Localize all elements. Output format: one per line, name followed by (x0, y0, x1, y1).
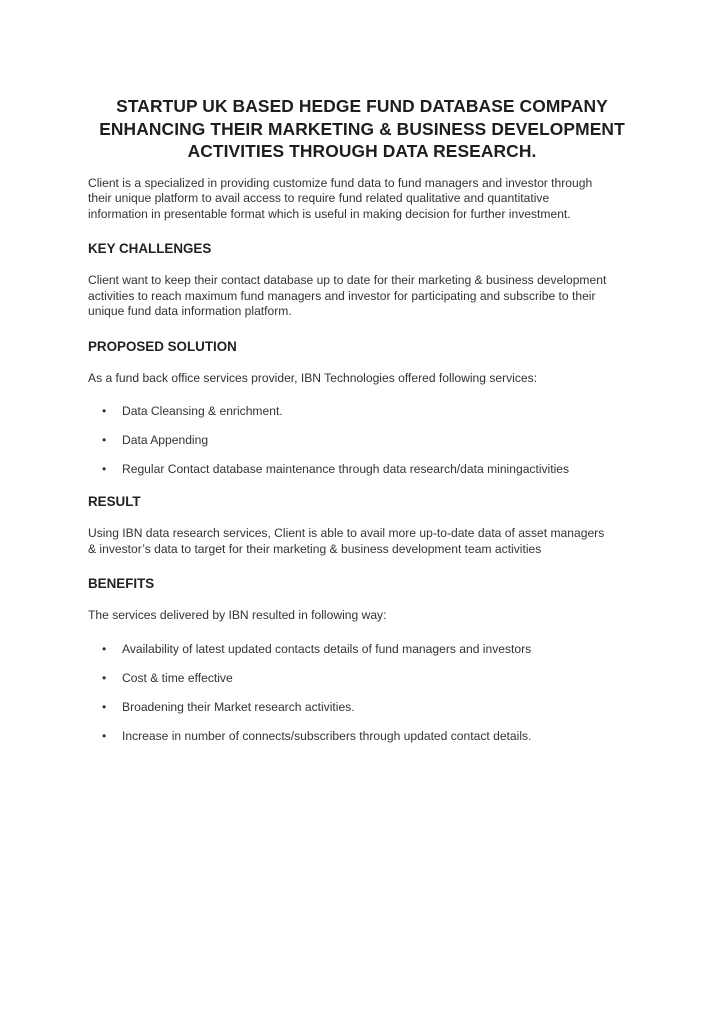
title-line: STARTUP UK BASED HEDGE FUND DATABASE COMPANY (116, 96, 608, 116)
benefits-intro-text: The services delivered by IBN resulted in following way: (88, 608, 387, 622)
list-item (88, 642, 636, 657)
list-item-text: Availability of latest updated contacts details of fund managers and investors (122, 641, 532, 656)
bullet-icon: • (102, 433, 107, 447)
intro-line: their unique platform to avail access to require fund related qualitative and quantitative (88, 191, 550, 205)
bullet-icon: • (102, 728, 107, 743)
list-item-text: Broadening their Market research activities. (122, 699, 355, 714)
key-challenges-paragraph (88, 273, 636, 320)
bullet-icon: • (102, 404, 107, 418)
bullet-icon: • (102, 462, 107, 476)
proposed-solution-heading: PROPOSED SOLUTION (88, 338, 237, 354)
list-item (88, 462, 636, 477)
result-heading: RESULT (88, 494, 141, 509)
proposed-solution-intro (88, 371, 636, 387)
result-line: & investor’s data to target for their marketing & business development team activities (88, 541, 542, 556)
list-item-text: Cost & time effective (122, 670, 233, 685)
intro-line: information in presentable format which is useful in making decision for further investment. (88, 206, 571, 221)
list-item (88, 671, 636, 686)
bullet-icon: • (102, 699, 107, 714)
bullet-icon: • (102, 670, 107, 685)
list-item-text: Increase in number of connects/subscribers through updated contact details. (122, 728, 532, 743)
proposed-solution-intro-text: As a fund back office services provider, IBN Technologies offered following services: (88, 370, 538, 385)
intro-line: Client is a specialized in providing customize fund data to fund managers and investor through (88, 175, 593, 190)
bullet-icon: • (102, 641, 107, 656)
intro-paragraph (88, 176, 636, 223)
title-line: ACTIVITIES THROUGH DATA RESEARCH. (187, 141, 537, 161)
key-challenges-line: activities to reach maximum fund managers and investor for participating and subscribe to their (88, 288, 596, 303)
key-challenges-heading: KEY CHALLENGES (88, 241, 212, 256)
proposed-solution-list (88, 404, 636, 477)
benefits-intro (88, 608, 636, 624)
result-paragraph (88, 526, 636, 557)
list-item (88, 433, 636, 448)
benefits-heading: BENEFITS (88, 576, 155, 591)
benefits-list (88, 642, 636, 744)
list-item (88, 404, 636, 419)
list-item-text: Data Appending (122, 433, 209, 447)
list-item (88, 729, 636, 744)
list-item-text: Regular Contact database maintenance through data research/data miningactivities (122, 462, 570, 476)
list-item (88, 700, 636, 715)
list-item-text: Data Cleansing & enrichment. (122, 404, 283, 418)
result-line: Using IBN data research services, Client is able to avail more up-to-date data of asset managers (88, 526, 605, 540)
key-challenges-line: Client want to keep their contact database up to date for their marketing & business development (88, 273, 607, 287)
document-title (88, 95, 636, 163)
document-page (88, 95, 636, 744)
key-challenges-line: unique fund data information platform. (88, 304, 292, 318)
title-line: ENHANCING THEIR MARKETING & BUSINESS DEVELOPMENT (99, 118, 625, 139)
